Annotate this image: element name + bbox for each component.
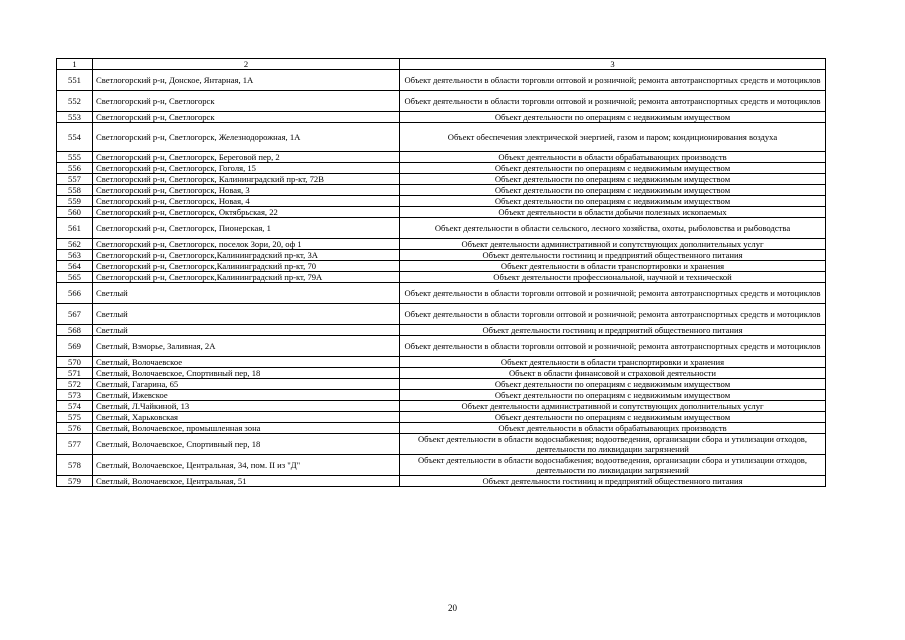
row-address: Светлый, Ижевское <box>93 390 400 401</box>
row-object-type: Объект деятельности в области сельского, лесного хозяйства, охоты, рыболовства и рыбоводства <box>400 218 826 239</box>
row-number: 562 <box>57 239 93 250</box>
row-number: 573 <box>57 390 93 401</box>
table-row <box>57 283 826 304</box>
table-row <box>57 434 826 455</box>
header-row <box>57 59 826 70</box>
row-number: 558 <box>57 185 93 196</box>
row-address: Светлый <box>93 304 400 325</box>
table-row <box>57 174 826 185</box>
row-object-type: Объект деятельности в области торговли оптовой и розничной; ремонта автотранспортных средств и мотоциклов <box>400 283 826 304</box>
row-address: Светлый <box>93 283 400 304</box>
row-address: Светлогорский р-н, Светлогорск <box>93 112 400 123</box>
row-object-type: Объект деятельности в области торговли оптовой и розничной; ремонта автотранспортных средств и мотоциклов <box>400 70 826 91</box>
row-object-type: Объект деятельности в области водоснабжения; водоотведения, организации сбора и утилизации отходов, деятельности по ликвидации загрязнений <box>400 455 826 476</box>
registry-table <box>56 58 826 487</box>
row-object-type: Объект деятельности по операциям с недвижимым имуществом <box>400 185 826 196</box>
row-object-type: Объект деятельности в области добычи полезных ископаемых <box>400 207 826 218</box>
table-row <box>57 304 826 325</box>
row-object-type: Объект деятельности в области водоснабжения; водоотведения, организации сбора и утилизации отходов, деятельности по ликвидации загрязнений <box>400 434 826 455</box>
row-number: 560 <box>57 207 93 218</box>
row-object-type: Объект деятельности по операциям с недвижимым имуществом <box>400 163 826 174</box>
row-number: 569 <box>57 336 93 357</box>
row-object-type: Объект деятельности в области обрабатывающих производств <box>400 423 826 434</box>
table-row <box>57 163 826 174</box>
row-object-type: Объект деятельности в области транспортировки и хранения <box>400 261 826 272</box>
row-number: 564 <box>57 261 93 272</box>
row-object-type: Объект деятельности в области обрабатывающих производств <box>400 152 826 163</box>
row-number: 571 <box>57 368 93 379</box>
table-row <box>57 368 826 379</box>
table-row <box>57 412 826 423</box>
row-address: Светлый, Взморье, Заливная, 2А <box>93 336 400 357</box>
row-object-type: Объект деятельности административной и сопутствующих дополнительных услуг <box>400 239 826 250</box>
table-row <box>57 123 826 152</box>
row-object-type: Объект деятельности административной и сопутствующих дополнительных услуг <box>400 401 826 412</box>
row-number: 577 <box>57 434 93 455</box>
row-object-type: Объект деятельности по операциям с недвижимым имуществом <box>400 412 826 423</box>
table-row <box>57 325 826 336</box>
table-row <box>57 455 826 476</box>
row-address: Светлогорский р-н, Светлогорск,Калининградский пр-кт, 79А <box>93 272 400 283</box>
table-row <box>57 196 826 207</box>
row-number: 566 <box>57 283 93 304</box>
row-object-type: Объект деятельности по операциям с недвижимым имуществом <box>400 196 826 207</box>
row-object-type: Объект деятельности по операциям с недвижимым имуществом <box>400 174 826 185</box>
row-number: 552 <box>57 91 93 112</box>
header-col-2: 2 <box>93 59 400 70</box>
row-object-type: Объект деятельности гостиниц и предприятий общественного питания <box>400 250 826 261</box>
row-address: Светлогорский р-н, Светлогорск, Октябрьская, 22 <box>93 207 400 218</box>
table-row <box>57 250 826 261</box>
page-number: 20 <box>448 603 457 613</box>
row-address: Светлогорский р-н, Светлогорск,Калининградский пр-кт, 3А <box>93 250 400 261</box>
row-number: 553 <box>57 112 93 123</box>
row-address: Светлый, Гагарина, 65 <box>93 379 400 390</box>
row-number: 568 <box>57 325 93 336</box>
table-row <box>57 91 826 112</box>
row-number: 567 <box>57 304 93 325</box>
row-number: 579 <box>57 476 93 487</box>
table-row <box>57 218 826 239</box>
header-col-3: 3 <box>400 59 826 70</box>
row-address: Светлогорский р-н, Светлогорск, Новая, 4 <box>93 196 400 207</box>
row-address: Светлогорский р-н, Светлогорск,Калининградский пр-кт, 70 <box>93 261 400 272</box>
row-address: Светлый, Харьковская <box>93 412 400 423</box>
row-number: 559 <box>57 196 93 207</box>
row-number: 576 <box>57 423 93 434</box>
table-row <box>57 185 826 196</box>
row-object-type: Объект в области финансовой и страховой деятельности <box>400 368 826 379</box>
row-object-type: Объект деятельности в области торговли оптовой и розничной; ремонта автотранспортных средств и мотоциклов <box>400 336 826 357</box>
row-address: Светлогорский р-н, Светлогорск, Новая, 3 <box>93 185 400 196</box>
row-object-type: Объект деятельности в области торговли оптовой и розничной; ремонта автотранспортных средств и мотоциклов <box>400 91 826 112</box>
row-number: 556 <box>57 163 93 174</box>
row-address: Светлый, Волочаевское, промышленная зона <box>93 423 400 434</box>
table-row <box>57 423 826 434</box>
table-row <box>57 207 826 218</box>
row-number: 572 <box>57 379 93 390</box>
registry-table-body <box>57 59 826 487</box>
row-number: 563 <box>57 250 93 261</box>
row-object-type: Объект деятельности по операциям с недвижимым имуществом <box>400 390 826 401</box>
row-object-type: Объект деятельности по операциям с недвижимым имуществом <box>400 112 826 123</box>
row-address: Светлогорский р-н, Светлогорск, Железнодорожная, 1А <box>93 123 400 152</box>
row-address: Светлый, Волочаевское <box>93 357 400 368</box>
row-object-type: Объект деятельности профессиональной, научной и технической <box>400 272 826 283</box>
table-row <box>57 112 826 123</box>
row-address: Светлогорский р-н, Светлогорск, поселок Зори, 20, оф 1 <box>93 239 400 250</box>
table-row <box>57 390 826 401</box>
table-row <box>57 70 826 91</box>
row-number: 570 <box>57 357 93 368</box>
table-row <box>57 239 826 250</box>
row-number: 557 <box>57 174 93 185</box>
row-object-type: Объект деятельности по операциям с недвижимым имуществом <box>400 379 826 390</box>
row-number: 554 <box>57 123 93 152</box>
row-address: Светлогорский р-н, Светлогорск, Пионерская, 1 <box>93 218 400 239</box>
row-address: Светлогорский р-н, Светлогорск, Береговой пер, 2 <box>93 152 400 163</box>
row-number: 575 <box>57 412 93 423</box>
row-address: Светлый, Л.Чайкиной, 13 <box>93 401 400 412</box>
row-address: Светлогорский р-н, Светлогорск, Калининградский пр-кт, 72В <box>93 174 400 185</box>
row-number: 578 <box>57 455 93 476</box>
row-number: 561 <box>57 218 93 239</box>
row-address: Светлый, Волочаевское, Спортивный пер, 18 <box>93 434 400 455</box>
row-object-type: Объект деятельности гостиниц и предприятий общественного питания <box>400 325 826 336</box>
row-address: Светлогорский р-н, Донское, Янтарная, 1А <box>93 70 400 91</box>
row-object-type: Объект обеспечения электрической энергией, газом и паром; кондиционирования воздуха <box>400 123 826 152</box>
row-number: 565 <box>57 272 93 283</box>
row-object-type: Объект деятельности в области торговли оптовой и розничной; ремонта автотранспортных средств и мотоциклов <box>400 304 826 325</box>
table-row <box>57 476 826 487</box>
row-number: 551 <box>57 70 93 91</box>
table-row <box>57 272 826 283</box>
table-row <box>57 261 826 272</box>
table-row <box>57 401 826 412</box>
row-address: Светлый, Волочаевское, Центральная, 51 <box>93 476 400 487</box>
table-row <box>57 379 826 390</box>
table-row <box>57 357 826 368</box>
table-row <box>57 336 826 357</box>
row-address: Светлый, Волочаевское, Центральная, 34, пом. II из "Д" <box>93 455 400 476</box>
row-number: 555 <box>57 152 93 163</box>
row-address: Светлый, Волочаевское, Спортивный пер, 18 <box>93 368 400 379</box>
row-address: Светлогорский р-н, Светлогорск, Гоголя, 15 <box>93 163 400 174</box>
row-object-type: Объект деятельности в области транспортировки и хранения <box>400 357 826 368</box>
row-address: Светлый <box>93 325 400 336</box>
header-col-1: 1 <box>57 59 93 70</box>
row-object-type: Объект деятельности гостиниц и предприятий общественного питания <box>400 476 826 487</box>
row-number: 574 <box>57 401 93 412</box>
table-row <box>57 152 826 163</box>
row-address: Светлогорский р-н, Светлогорск <box>93 91 400 112</box>
